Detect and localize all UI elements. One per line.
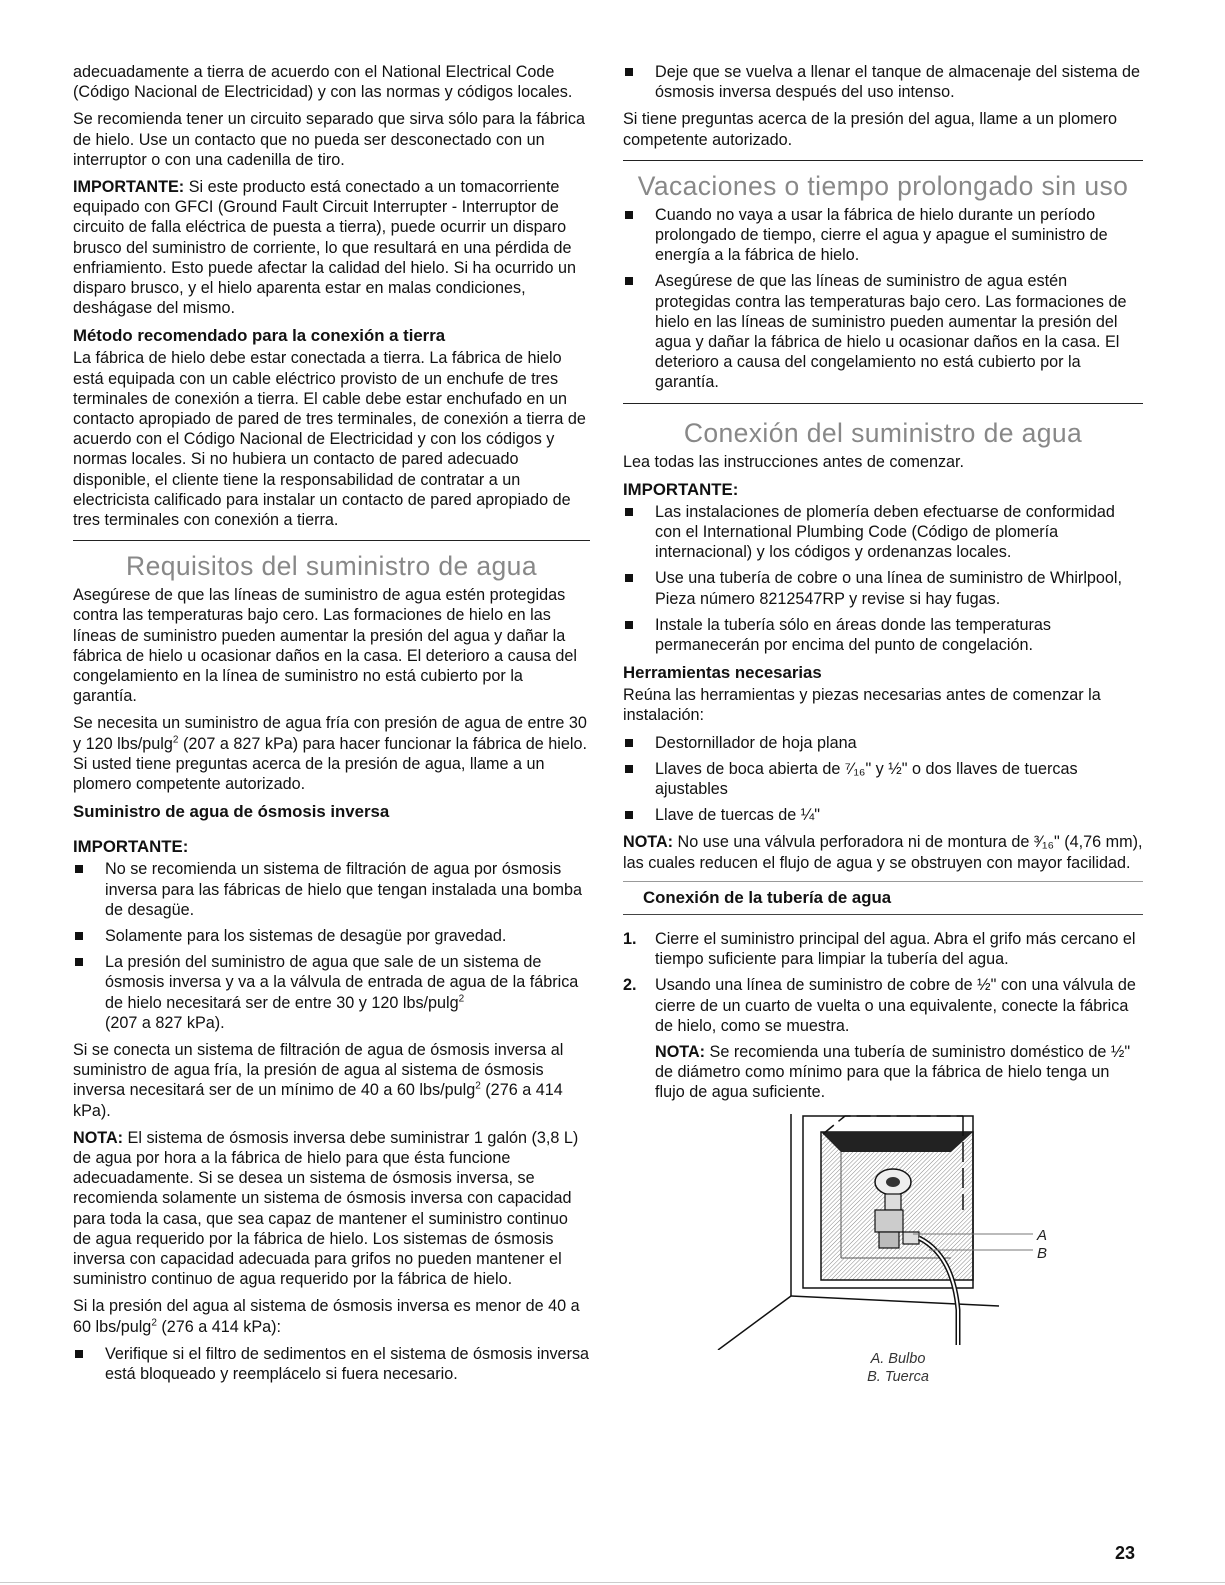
right-column bbox=[623, 62, 1143, 1386]
section-heading: Suministro de agua de ósmosis inversa bbox=[73, 802, 390, 822]
list-item bbox=[623, 759, 1143, 799]
step-item bbox=[623, 929, 1143, 969]
list-item bbox=[73, 1344, 590, 1384]
divider bbox=[623, 160, 1143, 161]
bullet-icon bbox=[625, 68, 633, 76]
paragraph: Se recomienda tener un circuito separado que sirva sólo para la fábrica de hielo. Use un contacto que no pueda ser desconectado con un interruptor o con una cadenilla de tiro. bbox=[73, 110, 585, 169]
section-title: Vacaciones o tiempo prolongado sin uso bbox=[637, 170, 1129, 201]
list-item bbox=[623, 502, 1143, 563]
divider bbox=[73, 540, 590, 541]
bullet-list bbox=[623, 205, 1143, 393]
label-b: B bbox=[1037, 1244, 1048, 1262]
step-number: 1. bbox=[623, 929, 637, 948]
bullet-icon bbox=[625, 739, 633, 747]
bullet-icon bbox=[75, 1350, 83, 1358]
list-item-text: Las instalaciones de plomería deben efectuarse de conformidad con el International Plumbing Code (Código de plomería internacional) y los códigos y ordenanzas locales. bbox=[655, 502, 1115, 562]
ice-maker-connection-illustration bbox=[623, 1110, 1143, 1350]
bullet-icon bbox=[75, 932, 83, 940]
important-heading: IMPORTANTE: bbox=[73, 837, 189, 857]
bullet-list bbox=[73, 859, 590, 1033]
divider bbox=[623, 403, 1143, 404]
label-nota: NOTA: bbox=[73, 1128, 124, 1147]
list-item bbox=[623, 62, 1143, 102]
paragraph-text: (207 a 827 kPa) para hacer funcionar la fábrica de hielo. Si usted tiene preguntas acerca de la presión de agua, llame a un plomero competente autorizado. bbox=[73, 734, 588, 794]
water-connection-figure bbox=[623, 1110, 1143, 1350]
paragraph-text: Si la presión del agua al sistema de ósmosis inversa es menor de 40 a 60 lbs/pulg bbox=[73, 1297, 580, 1336]
paragraph bbox=[623, 832, 1143, 872]
section-title: Requisitos del suministro de agua bbox=[126, 551, 537, 582]
list-item-text: Deje que se vuelva a llenar el tanque de almacenaje del sistema de ósmosis inversa después del uso intenso. bbox=[655, 63, 1141, 102]
bullet-icon bbox=[75, 958, 83, 966]
list-item-text: Use una tubería de cobre o una línea de suministro de Whirlpool, Pieza número 8212547RP y revise si hay fugas. bbox=[655, 569, 1123, 608]
list-item-text: Destornillador de hoja plana bbox=[655, 733, 857, 752]
figure-caption-b: B. Tuerca bbox=[867, 1368, 929, 1385]
page-number: 23 bbox=[1115, 1543, 1136, 1563]
superscript: 2 bbox=[172, 734, 179, 746]
list-item bbox=[623, 271, 1143, 392]
figure-caption-a: A. Bulbo bbox=[870, 1350, 926, 1367]
paragraph-text: (276 a 414 kPa). bbox=[73, 1081, 563, 1120]
paragraph bbox=[73, 713, 590, 794]
important-heading: IMPORTANTE: bbox=[623, 479, 739, 499]
left-column bbox=[73, 62, 590, 1391]
paragraph-text: Se necesita un suministro de agua fría con presión de agua de entre 30 y 120 lbs/pulg bbox=[73, 714, 587, 753]
paragraph: Lea todas las instrucciones antes de comenzar. bbox=[623, 452, 965, 471]
paragraph bbox=[73, 1128, 590, 1290]
subsection-heading: Conexión de la tubería de agua bbox=[623, 881, 1143, 915]
paragraph: Si tiene preguntas acerca de la presión del agua, llame a un plomero competente autorizado. bbox=[623, 110, 1118, 149]
step-note-text: Se recomienda una tubería de suministro doméstico de ½" de diámetro como mínimo para que la fábrica de hielo tenga un flujo de agua suficiente. bbox=[655, 1042, 1131, 1102]
bullet-icon bbox=[75, 865, 83, 873]
steps-list bbox=[623, 929, 1143, 1103]
superscript: 2 bbox=[475, 1080, 481, 1092]
label-a: A bbox=[1037, 1226, 1048, 1244]
superscript: 2 bbox=[458, 993, 465, 1005]
list-item-text: Llave de tuercas de ¼" bbox=[655, 806, 821, 825]
paragraph-text: Si este producto está conectado a un tomacorriente equipado con GFCI (Ground Fault Circuit Interrupter - Interruptor de circuito de falla eléctrica de puesta a tierra), puede ocurrir un disparo brusco del suministro de corriente, lo que resultará en una pérdida de enfriamiento. Esto puede afectar la calidad del hielo. Si ha ocurrido un disparo brusco, y el hielo aparenta estar en malas condiciones, deshágase del mismo. bbox=[73, 178, 577, 318]
label-nota: NOTA: bbox=[623, 833, 674, 852]
bullet-icon bbox=[625, 765, 633, 773]
paragraph-text: No use una válvula perforadora ni de montura de ³⁄₁₆" (4,76 mm), las cuales reducen el flujo de agua y se obstruyen con mayor facilidad. bbox=[623, 833, 1143, 872]
list-item-text: Cuando no vaya a usar la fábrica de hielo durante un período prolongado de tiempo, cierre el agua y apague el suministro de energía a la fábrica de hielo. bbox=[655, 205, 1108, 265]
bullet-icon bbox=[625, 277, 633, 285]
list-item bbox=[73, 926, 590, 946]
list-item bbox=[623, 805, 1143, 825]
list-item bbox=[73, 859, 590, 920]
paragraph: La fábrica de hielo debe estar conectada a tierra. La fábrica de hielo está equipada con un cable eléctrico provisto de un enchufe de tres terminales de conexión a tierra. El cable debe estar enchufado en un contacto apropiado de pared de tres terminales, de conexión a tierra de acuerdo con el Código Nacional de Electricidad y con los códigos y normas locales. Si no hubiera un contacto de pared adecuado disponible, el cliente tiene la responsabilidad de contratar a un electricista calificado para instalar un contacto de pared apropiado de tres terminales con conexión a tierra. bbox=[73, 349, 586, 530]
paragraph: adecuadamente a tierra de acuerdo con el National Electrical Code (Código Nacional de Electricidad) y con las normas y códigos locales. bbox=[73, 63, 573, 102]
section-heading: Herramientas necesarias bbox=[623, 663, 822, 683]
list-item-text: Instale la tubería sólo en áreas donde las temperaturas permanecerán por encima del punto de congelación. bbox=[655, 615, 1051, 655]
step-number: 2. bbox=[623, 976, 637, 995]
list-item-text: Solamente para los sistemas de desagüe por gravedad. bbox=[105, 926, 507, 945]
paragraph-text: Si se conecta un sistema de filtración de agua de ósmosis inversa al suministro de agua fría, la presión de agua al sistema de ósmosis inversa necesitará ser de un mínimo de 40 a 60 lbs/pulg bbox=[73, 1040, 564, 1100]
paragraph-text: (276 a 414 kPa): bbox=[156, 1317, 282, 1336]
tools-list bbox=[623, 733, 1143, 826]
bullet-icon bbox=[625, 574, 633, 582]
step-text: Usando una línea de suministro de cobre de ½" con una válvula de cierre de un cuarto de vuelta o una equivalente, conecte la fábrica de hielo, como se muestra. bbox=[655, 976, 1136, 1035]
list-item bbox=[623, 733, 1143, 753]
paragraph: Asegúrese de que las líneas de suministro de agua estén protegidas contra las temperaturas bajo cero. Las formaciones de hielo en las líneas de suministro pueden aumentar la presión del agua y dañar la fábrica de hielo u ocasionar daños en la casa. El deterioro a causa del congelamiento en la línea de suministro no está cubierto por la garantía. bbox=[73, 586, 577, 706]
label-importante: IMPORTANTE: bbox=[73, 178, 185, 197]
superscript: 2 bbox=[151, 1317, 157, 1329]
paragraph: Reúna las herramientas y piezas necesarias antes de comenzar la instalación: bbox=[623, 686, 1101, 725]
list-item-text: (207 a 827 kPa). bbox=[105, 1013, 225, 1032]
list-item bbox=[623, 205, 1143, 266]
bullet-list bbox=[73, 1344, 590, 1384]
bullet-icon bbox=[625, 211, 633, 219]
paragraph-text: El sistema de ósmosis inversa debe suministrar 1 galón (3,8 L) de agua por hora a la fábrica de hielo para que ésta funcione adecuadamente. Si se desea un sistema de ósmosis inversa, se recomienda solamente un sistema de ósmosis inversa con capacidad para toda la casa, que sea capaz de mantener el suministro continuo de agua requerido por la fábrica de hielo. Los sistemas de ósmosis inversa con capacidad adecuada para grifos no pueden mantener el suministro continuo de agua requerido por la fábrica de hielo. bbox=[73, 1128, 579, 1289]
paragraph bbox=[73, 1296, 590, 1336]
bullet-icon bbox=[625, 508, 633, 516]
step-note bbox=[655, 1042, 1143, 1103]
list-item bbox=[623, 615, 1143, 655]
section-title: Conexión del suministro de agua bbox=[683, 417, 1083, 448]
step-item bbox=[623, 975, 1143, 1102]
list-item-text: Llaves de boca abierta de ⁷⁄₁₆" y ½" o dos llaves de tuercas ajustables bbox=[655, 759, 1078, 799]
bullet-list bbox=[623, 62, 1143, 102]
list-item bbox=[623, 568, 1143, 608]
list-item-text: Asegúrese de que las líneas de suministro de agua estén protegidas contra las temperaturas bajo cero. Las formaciones de hielo en las líneas de suministro pueden aumentar la presión del agua y dañar la fábrica de hielo u ocasionar daños en la casa. El deterioro a causa del congelamiento no está cubierto por la garantía. bbox=[655, 272, 1127, 392]
bullet-icon bbox=[625, 811, 633, 819]
paragraph bbox=[73, 1040, 590, 1121]
paragraph bbox=[73, 177, 590, 318]
list-item bbox=[73, 952, 590, 1033]
list-item-text: No se recomienda un sistema de filtración de agua por ósmosis inversa para las fábricas de hielo que tengan instalada una bomba de desagüe. bbox=[105, 860, 582, 919]
bullet-list bbox=[623, 502, 1143, 655]
bullet-icon bbox=[625, 621, 633, 629]
bottom-edge bbox=[0, 1582, 1225, 1583]
step-text: Cierre el suministro principal del agua. Abra el grifo más cercano el tiempo suficiente para limpiar la tubería del agua. bbox=[655, 929, 1136, 969]
label-nota: NOTA: bbox=[655, 1042, 706, 1061]
list-item-text: Verifique si el filtro de sedimentos en el sistema de ósmosis inversa está bloqueado y reemplácelo si fuera necesario. bbox=[105, 1344, 590, 1383]
section-heading: Método recomendado para la conexión a tierra bbox=[73, 326, 446, 346]
list-item-text: La presión del suministro de agua que sale de un sistema de ósmosis inversa y va a la válvula de entrada de agua de la fábrica de hielo necesitará ser de entre 30 y 120 lbs/pulg bbox=[105, 953, 579, 1012]
